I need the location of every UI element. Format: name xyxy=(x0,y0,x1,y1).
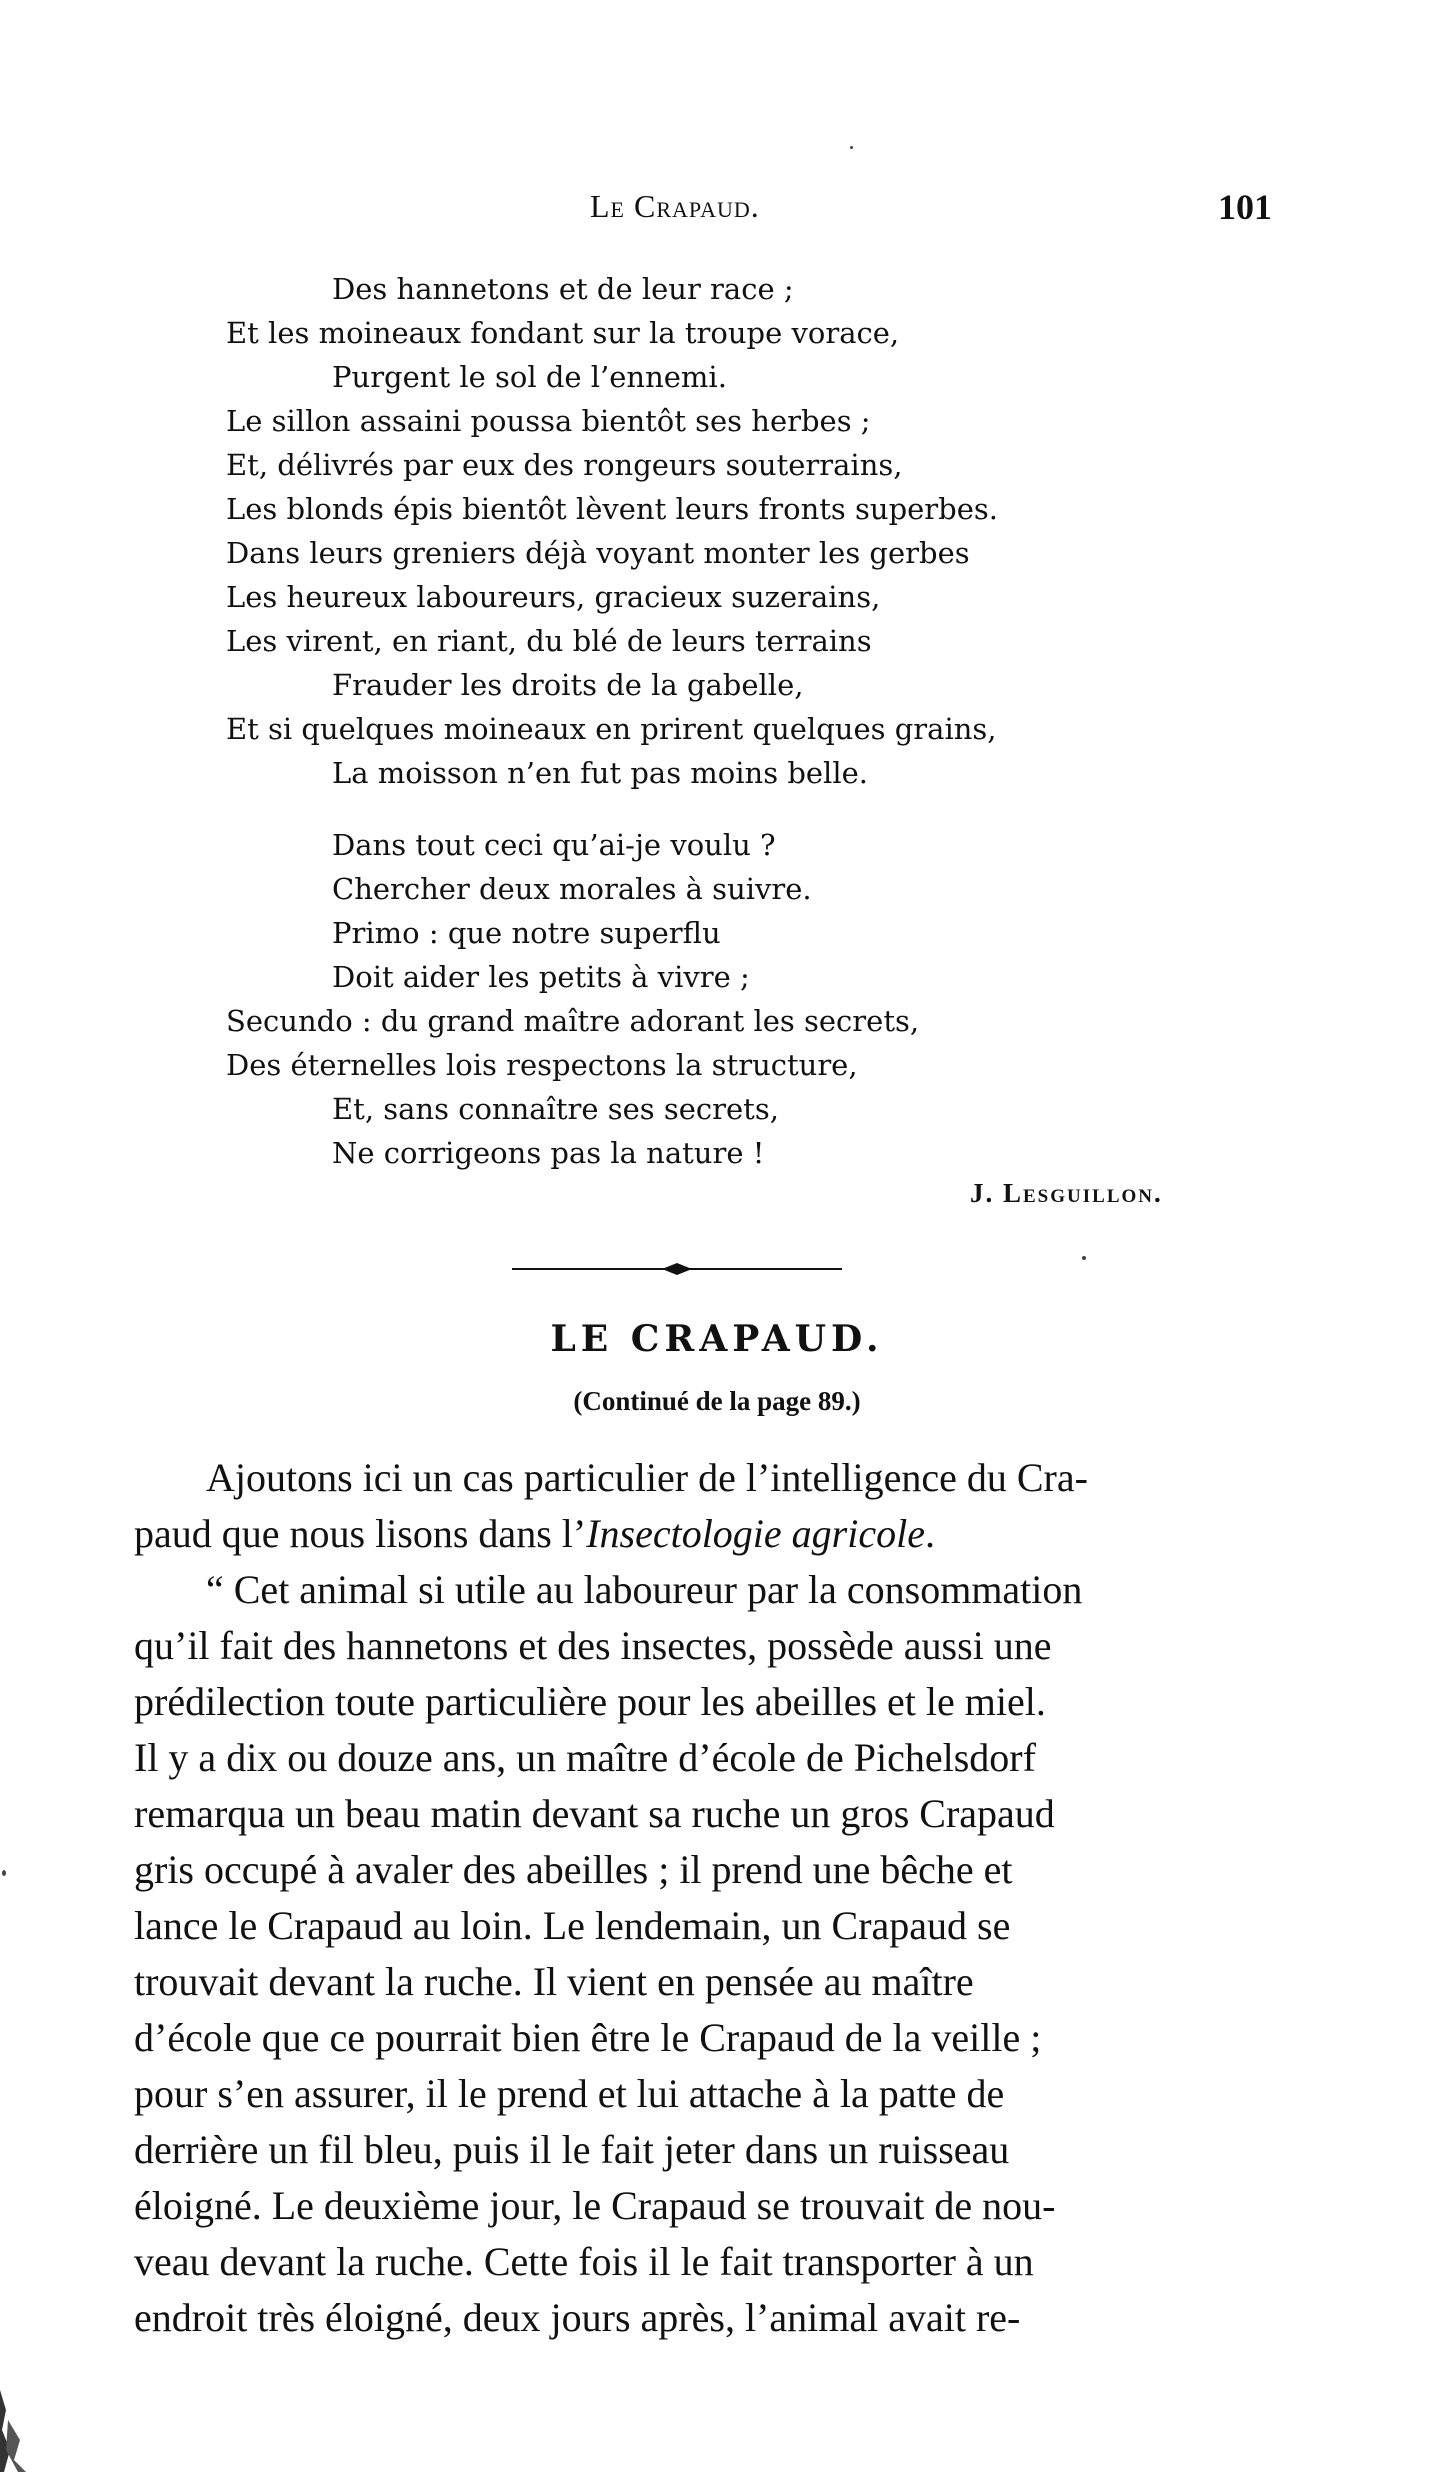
paragraph-line: trouvait devant la ruche. Il vient en pensée au maître xyxy=(134,1959,974,2004)
paragraph-line: prédilection toute particulière pour les abeilles et le miel. xyxy=(134,1679,1046,1724)
paragraph-line: qu’il fait des hannetons et des insectes, possède aussi une xyxy=(134,1623,1052,1668)
paragraph-line: d’école que ce pourrait bien être le Crapaud de la veille ; xyxy=(134,2015,1042,2060)
poem-line: Des hannetons et de leur race ; xyxy=(332,272,794,306)
poem-line: Et, délivrés par eux des rongeurs souterrains, xyxy=(226,448,903,482)
paragraph-line: “ Cet animal si utile au laboureur par la consommation xyxy=(206,1567,1083,1612)
paragraph-line: éloigné. Le deuxième jour, le Crapaud se trouvait de nou- xyxy=(134,2183,1056,2228)
paragraph-line: lance le Crapaud au loin. Le lendemain, un Crapaud se xyxy=(134,1903,1011,1948)
moral-line: Doit aider les petits à vivre ; xyxy=(332,960,750,994)
paragraph-line: veau devant la ruche. Cette fois il le fait transporter à un xyxy=(134,2239,1034,2284)
text-run: paud que nous lisons dans l’ xyxy=(134,1511,587,1556)
poem-line: Et les moineaux fondant sur la troupe vorace, xyxy=(226,316,900,350)
paragraph-line: Il y a dix ou douze ans, un maître d’école de Pichelsdorf xyxy=(134,1735,1036,1780)
article-subtitle: (Continué de la page 89.) xyxy=(573,1386,861,1416)
paragraph-line: endroit très éloigné, deux jours après, l’animal avait re- xyxy=(134,2295,1021,2340)
moral-line: Primo : que notre superflu xyxy=(332,916,721,950)
paragraph-line: gris occupé à avaler des abeilles ; il prend une bêche et xyxy=(134,1847,1013,1892)
poem-line: Et si quelques moineaux en prirent quelques grains, xyxy=(226,712,997,746)
poem-line: Dans leurs greniers déjà voyant monter les gerbes xyxy=(226,536,970,570)
moral-line: Et, sans connaître ses secrets, xyxy=(332,1092,779,1126)
running-title: Le Crapaud. xyxy=(590,188,760,224)
ornamental-separator xyxy=(512,1262,842,1276)
poem-line: La moisson n’en fut pas moins belle. xyxy=(332,756,868,790)
moral-line: Secundo : du grand maître adorant les secrets, xyxy=(226,1004,920,1038)
poem-line: Les heureux laboureurs, gracieux suzerains, xyxy=(226,580,881,614)
paragraph-line: Ajoutons ici un cas particulier de l’intelligence du Cra- xyxy=(206,1455,1088,1500)
page-number: 101 xyxy=(1218,187,1272,227)
moral-line: Ne corrigeons pas la nature ! xyxy=(332,1136,765,1170)
paragraph-line: pour s’en assurer, il le prend et lui attache à la patte de xyxy=(134,2071,1005,2116)
moral-line: Des éternelles lois respectons la structure, xyxy=(226,1048,858,1082)
scan-edge-mark xyxy=(0,2380,40,2472)
moral-line: Dans tout ceci qu’ai-je voulu ? xyxy=(332,828,776,862)
poem-line: Les blonds épis bientôt lèvent leurs fronts superbes. xyxy=(226,492,998,526)
paragraph-line: derrière un fil bleu, puis il le fait jeter dans un ruisseau xyxy=(134,2127,1010,2172)
poem-line: Purgent le sol de l’ennemi. xyxy=(332,360,727,394)
scan-speck xyxy=(2,1870,6,1876)
article-title: LE CRAPAUD. xyxy=(550,1318,884,1360)
book-title-italic: Insectologie agricole xyxy=(586,1511,925,1556)
poem-line: Frauder les droits de la gabelle, xyxy=(332,668,804,702)
scan-speck xyxy=(850,146,853,149)
moral-line: Chercher deux morales à suivre. xyxy=(332,872,812,906)
poem-signature: J. Lesguillon. xyxy=(970,1178,1163,1208)
paragraph-line xyxy=(134,1508,1294,1560)
scan-speck xyxy=(1082,1256,1086,1260)
paragraph-line: remarqua un beau matin devant sa ruche un gros Crapaud xyxy=(134,1791,1055,1836)
poem-line: Les virent, en riant, du blé de leurs terrains xyxy=(226,624,872,658)
poem-line: Le sillon assaini poussa bientôt ses herbes ; xyxy=(226,404,871,438)
text-run: . xyxy=(924,1511,935,1556)
